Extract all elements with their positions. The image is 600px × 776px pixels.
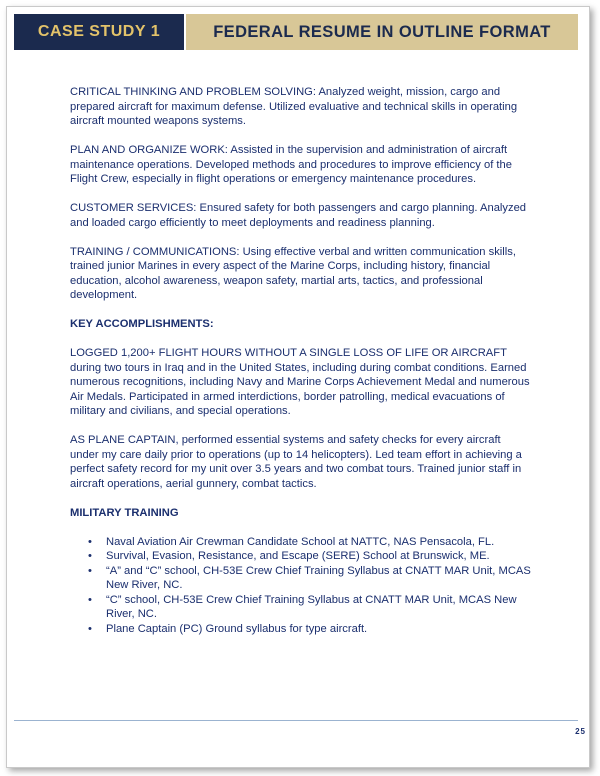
resume-content bbox=[70, 85, 532, 636]
paragraph-customer-services: CUSTOMER SERVICES: Ensured safety for both passengers and cargo planning. Analyzed and loaded cargo efficiently to meet deployments and readiness planning. bbox=[70, 202, 527, 229]
paragraph-plan-organize: PLAN AND ORGANIZE WORK: Assisted in the supervision and administration of aircraft maintenance operations. Developed methods and procedures to improve efficiency of the Flight Crew, especially in flight operations or emergency maintenance procedures. bbox=[70, 144, 512, 185]
list-item: • Plane Captain (PC) Ground syllabus for type aircraft. bbox=[70, 622, 532, 637]
military-training-list bbox=[70, 535, 532, 637]
document-title: FEDERAL RESUME IN OUTLINE FORMAT bbox=[184, 14, 578, 50]
footer-divider bbox=[14, 720, 578, 721]
military-training-heading: MILITARY TRAINING bbox=[70, 506, 179, 519]
key-accomplishments-heading: KEY ACCOMPLISHMENTS: bbox=[70, 318, 214, 330]
page-number: 25 bbox=[575, 727, 586, 736]
list-item: • “C” school, CH-53E Crew Chief Training Syllabus at CNATT MAR Unit, MCAS New River, NC. bbox=[70, 593, 532, 622]
list-item: • Survival, Evasion, Resistance, and Escape (SERE) School at Brunswick, ME. bbox=[70, 549, 532, 564]
list-item: • “A” and “C” school, CH-53E Crew Chief Training Syllabus at CNATT MAR Unit, MCAS New River, NC. bbox=[70, 564, 532, 593]
case-study-label: CASE STUDY 1 bbox=[14, 14, 184, 50]
accomplishment-flight-hours: LOGGED 1,200+ FLIGHT HOURS WITHOUT A SINGLE LOSS OF LIFE OR AIRCRAFT during two tours in Iraq and in the United States, including during combat conditions. Earned numerous recognitions, including Navy and Marine Corps Achievement Medal and numerous Air Medals. Participated in armed interdictions, border patrolling, medical evacuations of military and civilians, and special operations. bbox=[70, 347, 530, 417]
paragraph-training-communications: TRAINING / COMMUNICATIONS: Using effective verbal and written communication skills, trained junior Marines in every aspect of the Marine Corps, including history, financial education, alcohol awareness, weapon safety, martial arts, tactics, and professional development. bbox=[70, 245, 516, 301]
list-item: • Naval Aviation Air Crewman Candidate School at NATTC, NAS Pensacola, FL. bbox=[70, 535, 532, 550]
paragraph-critical-thinking: CRITICAL THINKING AND PROBLEM SOLVING: Analyzed weight, mission, cargo and prepared aircraft for maximum defense. Utilized evaluative and technical skills in operating aircraft mounted weapons systems. bbox=[70, 86, 518, 127]
accomplishment-plane-captain: AS PLANE CAPTAIN, performed essential systems and safety checks for every aircraft under my care daily prior to operations (up to 14 helicopters). Led team effort in achieving a perfect safety record for my unit over 3.5 years and two combat tours. Trained junior staff in aircraft operations, aerial gunnery, combat tactics. bbox=[70, 434, 522, 490]
page-header bbox=[14, 14, 578, 50]
